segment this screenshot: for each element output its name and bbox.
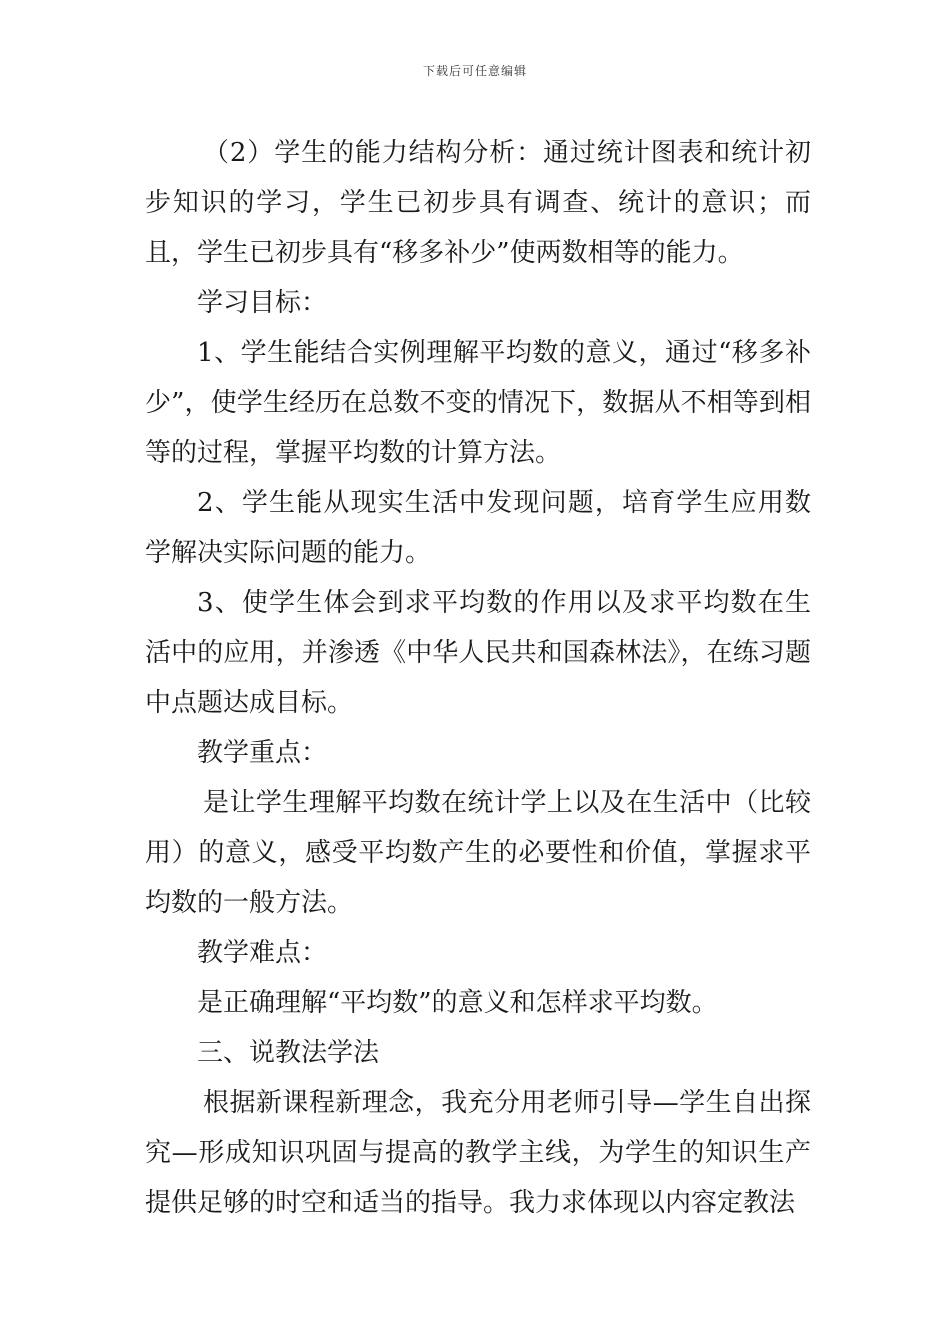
document-body <box>145 128 811 1228</box>
heading-teaching-methods: 三、说教法学法 <box>197 1038 380 1068</box>
paragraph-teaching-difficulty: 是正确理解“平均数”的意义和怎样求平均数。 <box>197 988 718 1018</box>
paragraph-teaching-methods: 根据新课程新理念，我充分用老师引导—学生自出探究—形成知识巩固与提高的教学主线，为学生的知识生产提供足够的时空和适当的指导。我力求体现以内容定教法 <box>145 1088 811 1218</box>
paragraph-teaching-focus: 是让学生理解平均数在统计学上以及在生活中（比较用）的意义，感受平均数产生的必要性和价值，掌握求平均数的一般方法。 <box>145 788 811 918</box>
paragraph-goal-2: 2、学生能从现实生活中发现问题，培育学生应用数学解决实际问题的能力。 <box>145 488 811 568</box>
paragraph-ability-analysis: （2）学生的能力结构分析：通过统计图表和统计初步知识的学习，学生已初步具有调查、统计的意识；而且，学生已初步具有“移多补少”使两数相等的能力。 <box>145 138 811 268</box>
paragraph-goal-3: 3、使学生体会到求平均数的作用以及求平均数在生活中的应用，并渗透《中华人民共和国森林法》，在练习题中点题达成目标。 <box>145 588 811 718</box>
heading-teaching-difficulty: 教学难点： <box>197 938 328 968</box>
page-header: 下载后可任意编辑 <box>422 64 527 78</box>
heading-learning-goals: 学习目标： <box>197 288 328 318</box>
paragraph-goal-1: 1、学生能结合实例理解平均数的意义，通过“移多补少”，使学生经历在总数不变的情况下，数据从不相等到相等的过程，掌握平均数的计算方法。 <box>145 338 811 468</box>
heading-teaching-focus: 教学重点： <box>197 738 328 768</box>
